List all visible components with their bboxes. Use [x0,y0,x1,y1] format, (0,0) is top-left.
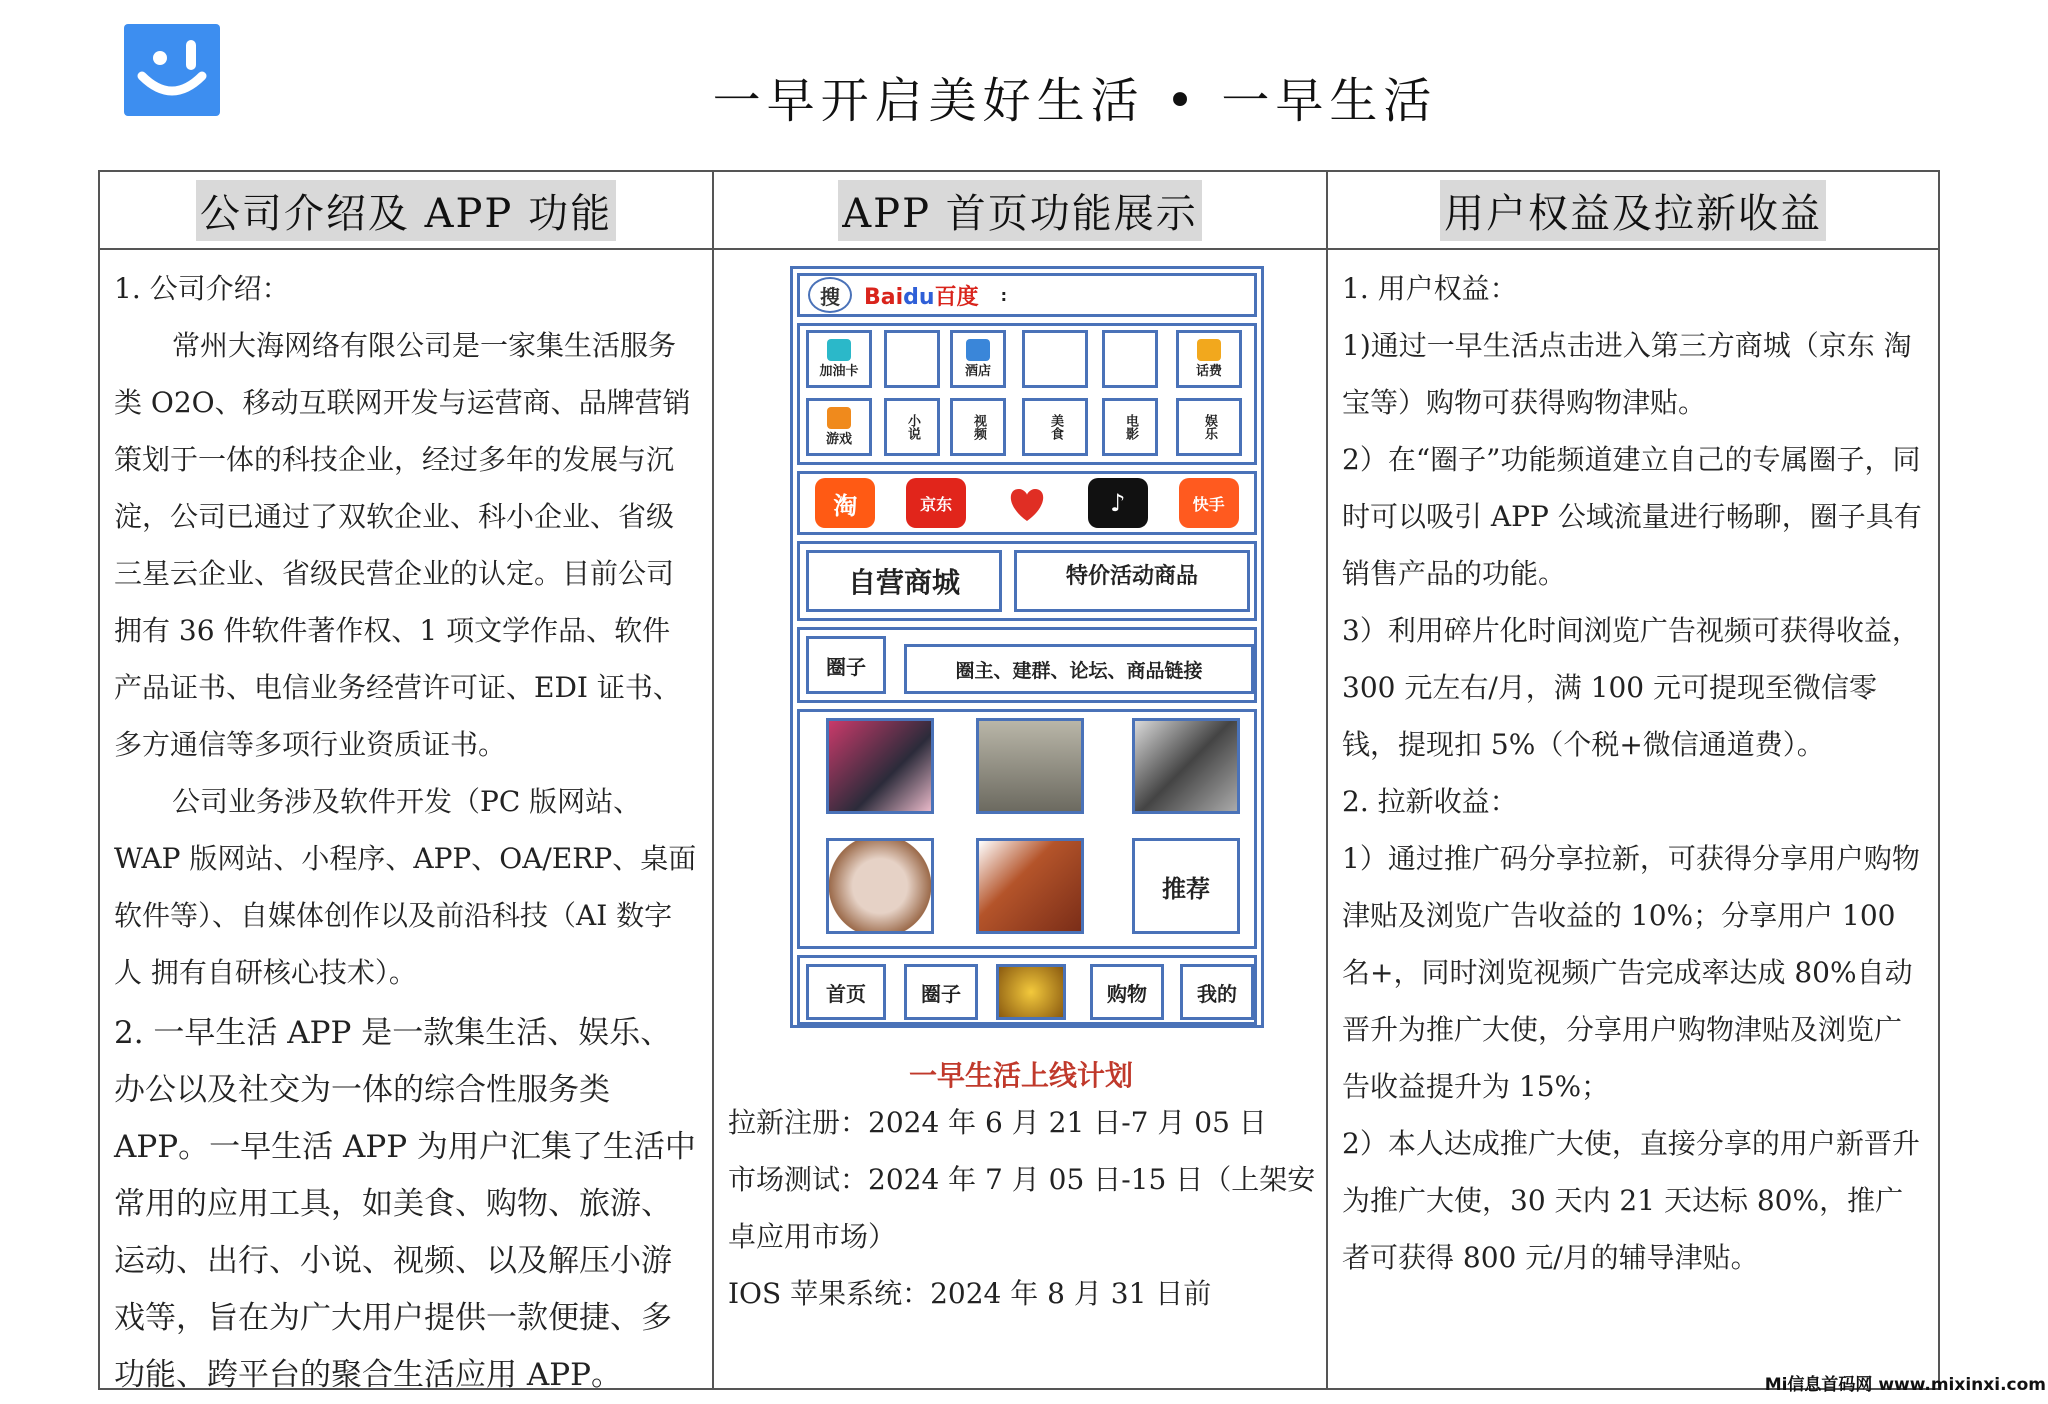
recommend-card: 推荐 [1132,838,1240,934]
column-title: 用户权益及拉新收益 [1440,180,1826,241]
paragraph: 常州大海网络有限公司是一家集生活服务类 O2O、移动互联网开发与运营商、品牌营销策划于一体的科技企业，经过多年的发展与沉淀，公司已通过了双软企业、科小企业、省级三星云企业、省级民营企业的认定。目前公司拥有 36 件软件著作权、1 项文学作品、软件产品证书、电信业务经营许可证、EDI 证书、多方通信等多项行业资质证书。 [114,329,691,761]
hotel-icon [966,339,990,361]
mall-row [797,541,1257,621]
movie-item: 电影 [1102,398,1158,456]
product-image-thermos [1132,718,1240,814]
app-logo [124,24,220,116]
fuel-card-icon [827,339,851,361]
pinduoduo-icon [997,478,1057,528]
hotel-item: 酒店 [950,330,1006,388]
baidu-logo: Baidu百度 [864,284,979,310]
empty-cell [1102,330,1158,388]
plan-item: 拉新注册：2024 年 6 月 21 日-7 月 05 日 [728,1106,1267,1139]
section-heading: 1. 公司介绍： [114,272,290,305]
search-icon: 搜 [808,277,852,313]
section-heading: 2. 拉新收益： [1342,785,1518,818]
paragraph: 公司业务涉及软件开发（PC 版网站、WAP 版网站、小程序、APP、OA/ERP、桌面软件等）、自媒体创作以及前沿科技（AI 数字人 拥有自研核心技术）。 [114,785,697,989]
self-operated-mall: 自营商城 [806,550,1002,612]
tab-home: 首页 [806,964,886,1020]
product-image-phone [826,718,934,814]
launch-plan [728,1094,1318,1322]
column-header [714,172,1326,250]
food-item: 美食 [1022,398,1088,456]
game-item: 游戏 [806,398,872,456]
paragraph: 1)通过一早生活点击进入第三方商城（京东 淘宝等）购物可获得购物津贴。 [1342,329,1912,419]
column-title: 公司介绍及 APP 功能 [196,180,616,241]
taobao-icon: 淘 [815,478,875,528]
circle-button: 圈子 [806,636,886,694]
search-separator: : [1000,285,1007,305]
watermark: Mi信息首码网 www.mixinxi.com [1764,1375,2046,1395]
video-item: 视频 [950,398,1006,456]
icon-panel [797,323,1257,465]
launch-plan-title: 一早生活上线计划 [908,1059,1133,1092]
phone-mockup [790,266,1264,1028]
tab-shopping: 购物 [1090,964,1164,1020]
column-header [1328,172,1938,250]
circle-features: 圈主、建群、论坛、商品链接 [904,644,1254,694]
search-bar [797,273,1257,317]
entertainment-item: 娱乐 [1176,398,1242,456]
tab-circle: 圈子 [904,964,978,1020]
douyin-icon: ♪ [1088,478,1148,528]
paragraph: 3）利用碎片化时间浏览广告视频可获得收益，300 元左右/月，满 100 元可提现至微信零钱，提现扣 5%（个税+微信通道费）。 [1342,614,1920,761]
treasure-bowl-icon [996,964,1066,1020]
special-offer-products: 特价活动商品 [1014,550,1250,612]
product-image-backpack [976,718,1084,814]
company-intro [100,250,712,1404]
paragraph: 1）通过推广码分享拉新，可获得分享用户购物津贴及浏览广告收益的 10%；分享用户 100 名+，同时浏览视频广告完成率达成 80%自动晋升为推广大使，分享用户购物津贴及浏览广告收益提升为 15%； [1342,842,1920,1103]
benefits-column [1328,172,1938,1388]
game-icon [827,407,851,429]
novel-item: 小说 [884,398,940,456]
bottom-tab-bar [797,955,1257,1025]
app-showcase-column [714,172,1328,1388]
empty-cell [1022,330,1088,388]
benefits-text [1328,250,1938,1286]
product-image-food [826,838,934,934]
phone-bill-item: 话费 [1176,330,1242,388]
column-header [100,172,712,250]
shopping-apps-row [797,471,1257,535]
paragraph: 2）本人达成推广大使，直接分享的用户新晋升为推广大使，30 天内 21 天达标 80%，推广者可获得 800 元/月的辅导津贴。 [1342,1127,1920,1274]
phone-bill-icon [1197,339,1221,361]
plan-item: IOS 苹果系统：2024 年 8 月 31 日前 [728,1277,1212,1310]
company-column [100,172,714,1393]
page-title: 一早开启美好生活 • 一早生活 [712,73,1438,129]
product-grid [797,709,1257,949]
fuel-card-item: 加油卡 [806,330,872,388]
circle-row [797,627,1257,703]
plan-item: 市场测试：2024 年 7 月 05 日-15 日（上架安卓应用市场） [728,1163,1316,1253]
jd-icon: 京东 [906,478,966,528]
column-title: APP 首页功能展示 [838,180,1201,241]
section-heading: 1. 用户权益： [1342,272,1518,305]
kuaishou-icon: 快手 [1179,478,1239,528]
product-image-snack [976,838,1084,934]
tab-mine: 我的 [1180,964,1254,1020]
empty-cell [884,330,940,388]
paragraph: 2）在“圈子”功能频道建立自己的专属圈子，同时可以吸引 APP 公域流量进行畅聊，圈子具有销售产品的功能。 [1342,443,1922,590]
paragraph: 2. 一早生活 APP 是一款集生活、娱乐、办公以及社交为一体的综合性服务类 APP。一早生活 APP 为用户汇集了生活中常用的应用工具，如美食、购物、旅游、运动、出行、小说、视频、以及解压小游戏等，旨在为广大用户提供一款便捷、多功能、跨平台的聚合生活应用 APP。 [114,1015,696,1393]
